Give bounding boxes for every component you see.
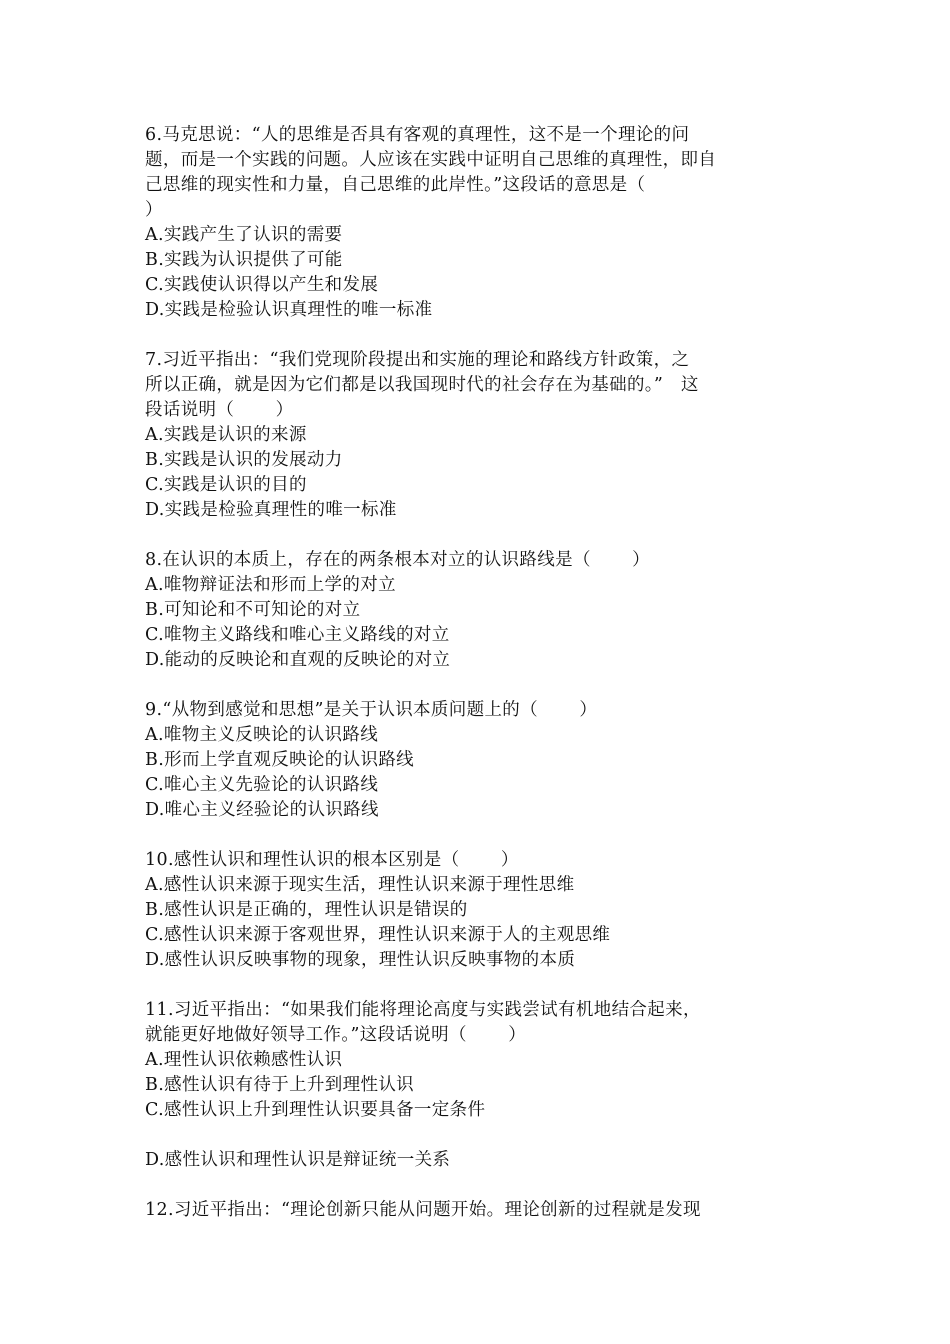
- question-stem-line: 6.马克思说：“人的思维是否具有客观的真理性，这不是一个理论的问: [145, 125, 690, 145]
- question-stem-line: 题，而是一个实践的问题。人应该在实践中证明自己思维的真理性，即自: [145, 150, 717, 170]
- option-c: C.唯心主义先验论的认识路线: [145, 775, 379, 795]
- question-7: [145, 348, 815, 523]
- question-stem-line: 己思维的现实性和力量，自己思维的此岸性。”这段话的意思是（: [145, 175, 646, 195]
- option-b: B.可知论和不可知论的对立: [145, 600, 361, 620]
- question-stem-line: 11.习近平指出：“如果我们能将理论高度与实践尝试有机地结合起来，: [145, 1000, 701, 1020]
- option-b: B.形而上学直观反映论的认识路线: [145, 750, 415, 770]
- blank-line: [145, 1123, 815, 1148]
- option-a: A.唯物辩证法和形而上学的对立: [145, 575, 396, 595]
- option-d: D.唯心主义经验论的认识路线: [145, 800, 379, 820]
- option-d: D.能动的反映论和直观的反映论的对立: [145, 650, 451, 670]
- question-gap: [145, 323, 815, 348]
- question-8: [145, 548, 815, 673]
- option-d: D.实践是检验认识真理性的唯一标准: [145, 300, 433, 320]
- option-d: D.感性认识反映事物的现象，理性认识反映事物的本质: [145, 950, 576, 970]
- option-b: B.感性认识是正确的，理性认识是错误的: [145, 900, 468, 920]
- option-d: D.实践是检验真理性的唯一标准: [145, 500, 397, 520]
- option-b: B.实践为认识提供了可能: [145, 250, 343, 270]
- question-11: [145, 998, 815, 1173]
- option-a: A.实践产生了认识的需要: [145, 225, 343, 245]
- question-12: [145, 1198, 815, 1223]
- option-c: C.唯物主义路线和唯心主义路线的对立: [145, 625, 450, 645]
- question-10: [145, 848, 815, 973]
- option-d: D.感性认识和理性认识是辩证统一关系: [145, 1150, 451, 1170]
- question-gap: [145, 1173, 815, 1198]
- question-stem-line: 段话说明（ ）: [145, 400, 294, 420]
- question-stem-line: 7.习近平指出：“我们党现阶段提出和实施的理论和路线方针政策，之: [145, 350, 690, 370]
- question-stem-line: ）: [145, 200, 163, 220]
- question-stem-line: 12.习近平指出：“理论创新只能从问题开始。理论创新的过程就是发现: [145, 1200, 701, 1220]
- option-a: A.实践是认识的来源: [145, 425, 307, 445]
- option-c: C.实践使认识得以产生和发展: [145, 275, 379, 295]
- question-gap: [145, 673, 815, 698]
- option-a: A.唯物主义反映论的认识路线: [145, 725, 379, 745]
- option-b: B.感性认识有待于上升到理性认识: [145, 1075, 415, 1095]
- option-b: B.实践是认识的发展动力: [145, 450, 343, 470]
- question-gap: [145, 523, 815, 548]
- option-a: A.理性认识依赖感性认识: [145, 1050, 343, 1070]
- question-gap: [145, 973, 815, 998]
- option-c: C.感性认识来源于客观世界，理性认识来源于人的主观思维: [145, 925, 611, 945]
- question-list: [145, 123, 815, 1223]
- option-a: A.感性认识来源于现实生活，理性认识来源于理性思维: [145, 875, 575, 895]
- option-c: C.实践是认识的目的: [145, 475, 307, 495]
- question-9: [145, 698, 815, 823]
- option-c: C.感性认识上升到理性认识要具备一定条件: [145, 1100, 486, 1120]
- question-stem-line: 所以正确，就是因为它们都是以我国现时代的社会存在为基础的。” 这: [145, 375, 699, 395]
- question-stem-line: 10.感性认识和理性认识的根本区别是（ ）: [145, 850, 519, 870]
- question-stem-line: 9.“从物到感觉和思想”是关于认识本质问题上的（ ）: [145, 700, 598, 720]
- question-gap: [145, 823, 815, 848]
- question-stem-line: 8.在认识的本质上，存在的两条根本对立的认识路线是（ ）: [145, 550, 651, 570]
- question-6: [145, 123, 815, 323]
- question-stem-line: 就能更好地做好领导工作。”这段话说明（ ）: [145, 1025, 527, 1045]
